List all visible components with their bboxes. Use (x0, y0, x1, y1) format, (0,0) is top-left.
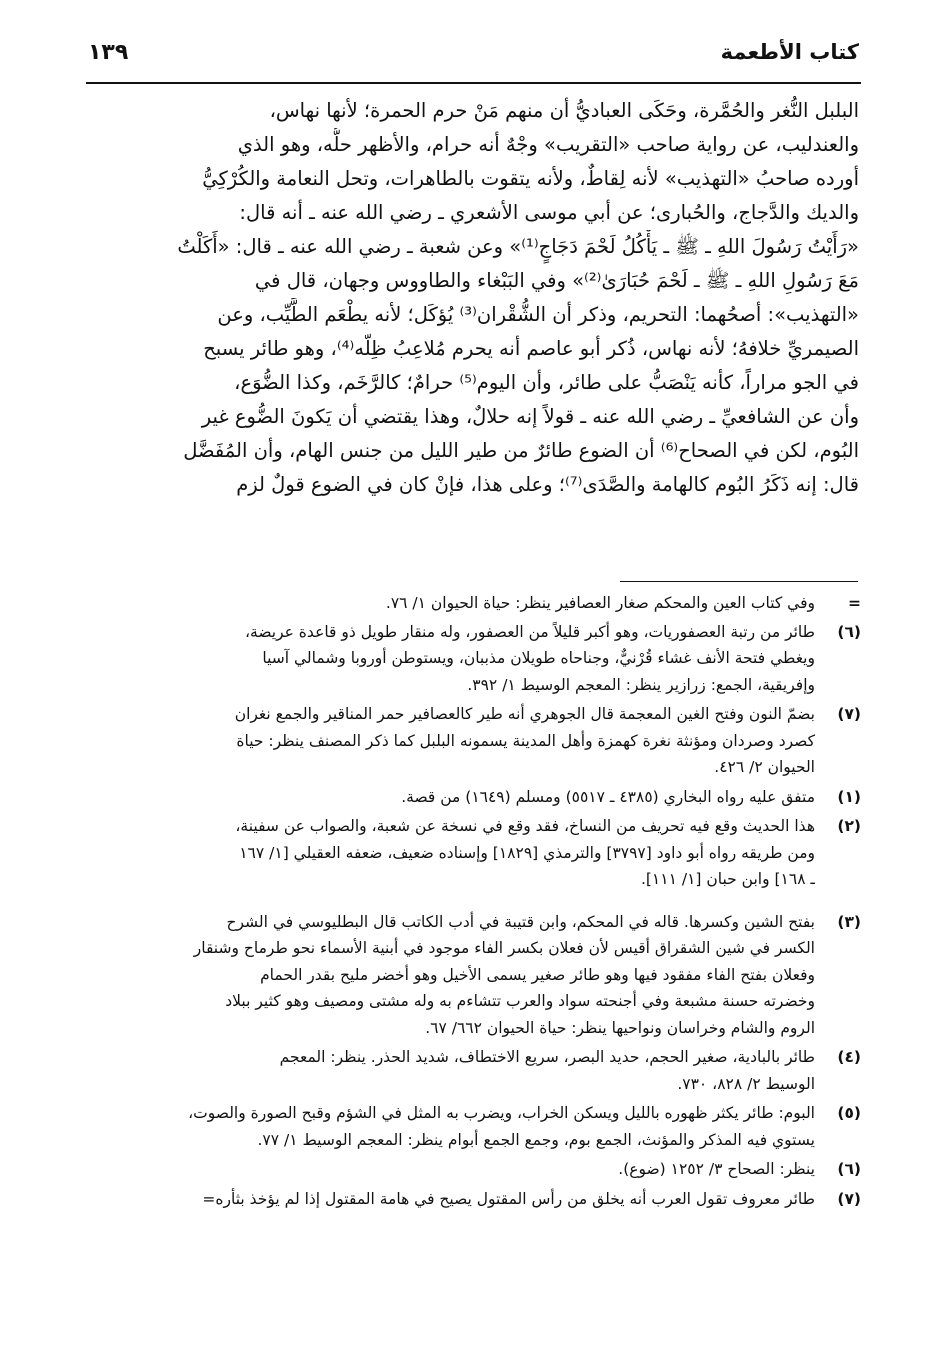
footnote-marker: (١) (837, 787, 861, 806)
footnote (86, 909, 861, 1042)
footnote-marker: (٢) (837, 817, 861, 835)
footnote (86, 1100, 861, 1153)
footnote-text (86, 1100, 815, 1153)
footnote-line: كصرد وصردان ومؤنثة نغرة كهمزة وأهل المدينة يسمونه البلبل كما ذكر المصنف ينظر: حياة (236, 731, 815, 750)
footnote-line: ويغطي فتحة الأنف غشاء قُرْنيٌّ، وجناحاه طويلان مذببان، ويستوطن أوروبا وشمالي آسيا (262, 649, 815, 667)
footnote-marker: (٥) (837, 1104, 861, 1122)
footnote-text (86, 1156, 815, 1183)
footnote-line: يستوي فيه المذكر والمؤنث، الجمع بوم، وجمع الجمع أبوام ينظر: المعجم الوسيط ١/ ٧٧. (257, 1130, 815, 1149)
text-line: وأن عن الشافعيِّ ـ رضي الله عنه ـ قولاً إنه حلالٌ، وهذا يقتضي أن يَكونَ الضُّوع غير (201, 405, 859, 428)
text-line: الصيمريِّ خلافهُ؛ لأنه نهاس، ذُكر أبو عاصم أنه يحرم مُلاعِبُ ظِلّه⁽⁴⁾، وهو طائر يسبح (203, 337, 859, 360)
footnote-line: ينظر: الصحاح ٣/ ١٢٥٢ (ضوع). (618, 1160, 815, 1178)
footnote-text (86, 590, 815, 617)
footnote (86, 619, 861, 699)
footnote-marker: (٧) (837, 705, 861, 723)
footnote-line: وفعلان بفتح الفاء مفقود فيها وهو طائر صغير يسمى الأخيل وهو أخضر مليح بقدر الحمام (260, 965, 815, 984)
text-line: البلبل النُّغر والحُمَّرة، وحَكَى العباديُّ أن منهم مَنْ حرم الحمرة؛ لأنها نهاس، (269, 99, 859, 122)
footnote-line: وإفريقية، الجمع: زرازير ينظر: المعجم الوسيط ١/ ٣٩٢. (467, 675, 815, 694)
footnote-marker: (٣) (837, 912, 861, 931)
footnote-text (86, 909, 815, 1042)
footnote-text (86, 701, 815, 781)
footnote (86, 701, 861, 781)
footnote-marker: (٤) (837, 1048, 861, 1066)
footnote-line: الحيوان ٢/ ٤٢٦. (714, 758, 815, 776)
footnote-line: بفتح الشين وكسرها. قاله في المحكم، وابن قتيبة في أدب الكاتب قال البطليوسي في الشرح (226, 912, 815, 931)
footnote-line: طائر معروف تقول العرب أنه يخلق من رأس المقتول يصيح في هامة المقتول إذا لم يؤخذ بثأره= (202, 1189, 815, 1208)
text-line: والعندليب، عن رواية صاحب «التقريب» وجْهٌ أنه حرام، والأظهر حلُّه، وهو الذي (237, 133, 859, 156)
header-rule (86, 82, 861, 84)
footnote-line: هذا الحديث وقع فيه تحريف من النساخ، فقد وقع في نسخة عن شعبة، والصواب عن سفينة، (235, 817, 815, 835)
text-line: «رَأَيْتُ رَسُولَ اللهِ ـ ﷺ ـ يَأْكُلُ لَحْمَ دَجَاجٍ⁽¹⁾» وعن شعبة ـ رضي الله عنه ـ قال: «أَكَلْتُ (177, 235, 859, 258)
footnote-text (86, 813, 815, 893)
footnote-marker: = (848, 594, 861, 612)
text-line: «التهذيب»: أصحُهما: التحريم، وذكر أن الشُّقْران⁽³⁾ يُؤكَل؛ لأنه يطْعَم الطَّيِّب، وعن (217, 303, 859, 326)
footnote-line: متفق عليه رواه البخاري (٤٣٨٥ ـ ٥٥١٧) ومسلم (١٦٤٩) من قصة. (401, 787, 815, 806)
footnote-text (86, 1044, 815, 1097)
footnote (86, 1044, 861, 1097)
footnote (86, 1156, 861, 1183)
text-line: أورده صاحبُ «التهذيب» لأنه لِقاطٌ، ولأنه يتقوت بالطاهرات، وتحل النعامة والكُرْكِيُّ (202, 167, 859, 190)
footnote-line: وفي كتاب العين والمحكم صغار العصافير ينظر: حياة الحيوان ١/ ٧٦. (385, 594, 815, 612)
footnote-text (86, 1186, 815, 1213)
page-number: ١٣٩ (88, 40, 129, 65)
footnote-marker: (٦) (837, 1160, 861, 1178)
footnote-line: ومن طريقه رواه أبو داود [٣٧٩٧] والترمذي [١٨٢٩] وإسناده ضعيف، ضعفه العقيلي [١/ ١٦٧ (239, 843, 815, 862)
text-line: في الجو مراراً، كأنه يَنْصَبُّ على طائر، وأن اليوم⁽⁵⁾ حرامٌ؛ كالرَّخَم، وكذا الضُّوَع، (234, 371, 859, 394)
footnote-separator (620, 581, 858, 582)
footnote-continuation (86, 590, 861, 617)
footnote-marker: (٧) (837, 1189, 861, 1208)
footnote-line: ـ ١٦٨] وابن حبان [١/ ١١١]. (640, 870, 815, 888)
text-line: البُوم، لكن في الصحاح⁽⁶⁾ أن الضوع طائرٌ من طير الليل من جنس الهام، وأن المُفَضَّل (183, 439, 859, 462)
footnote-line: الروم والشام وخراسان ونواحيها ينظر: حياة الحيوان ٦٦٢/ ٦٧. (425, 1018, 815, 1037)
running-title: كتاب الأطعمة (720, 40, 859, 64)
footnote-text (86, 619, 815, 699)
footnote-line: طائر من رتبة العصفوريات، وهو أكبر قليلاً من العصفور، وله منقار طويل ذو قاعدة عريضة، (245, 622, 815, 641)
footnotes (86, 590, 861, 1215)
footnote-marker: (٦) (837, 622, 861, 641)
footnote (86, 784, 861, 811)
footnote (86, 813, 861, 893)
text-line: والديك والدَّجاج، والحُبارى؛ عن أبي موسى الأشعري ـ رضي الله عنه ـ أنه قال: (239, 201, 859, 224)
footnote-line: البوم: طائر يكثر ظهوره بالليل ويسكن الخراب، ويضرب به المثل في الشؤم وقبح الصورة والصوت، (188, 1104, 815, 1122)
footnote-line: طائر بالبادية، صغير الحجم، حديد البصر، سريع الاختطاف، شديد الحذر. ينظر: المعجم (279, 1048, 815, 1066)
footnote (86, 1186, 861, 1213)
main-text (88, 94, 859, 502)
footnote-line: الكسر في شين الشقراق أقيس لأن فعلان بكسر الفاء موجود في أبنية الأسماء نحو طرماح وشنقار (193, 939, 815, 957)
text-line: مَعَ رَسُولِ اللهِ ـ ﷺ ـ لَحْمَ حُبَارَىٰ⁽²⁾» وفي البَبْغاء والطاووس وجهان، قال في (254, 269, 859, 292)
footnote-line: بضمّ النون وفتح الغين المعجمة قال الجوهري أنه طير كالعصافير حمر المناقير والجمع نغران (234, 705, 815, 723)
text-line: قال: إنه ذَكَرُ البُوم كالهامة والصَّدَى⁽⁷⁾؛ وعلى هذا، فإنْ كان في الضوع قولٌ لزم (236, 473, 859, 496)
footnote-text (86, 784, 815, 811)
footnote-line: وخضرته حسنة مشبعة وفي أجنحته سواد والعرب تتشاءم به وله مشتى ومصيف وهو كثير ببلاد (225, 992, 815, 1010)
footnote-line: الوسيط ٢/ ٨٢٨، ٧٣٠. (677, 1074, 815, 1093)
